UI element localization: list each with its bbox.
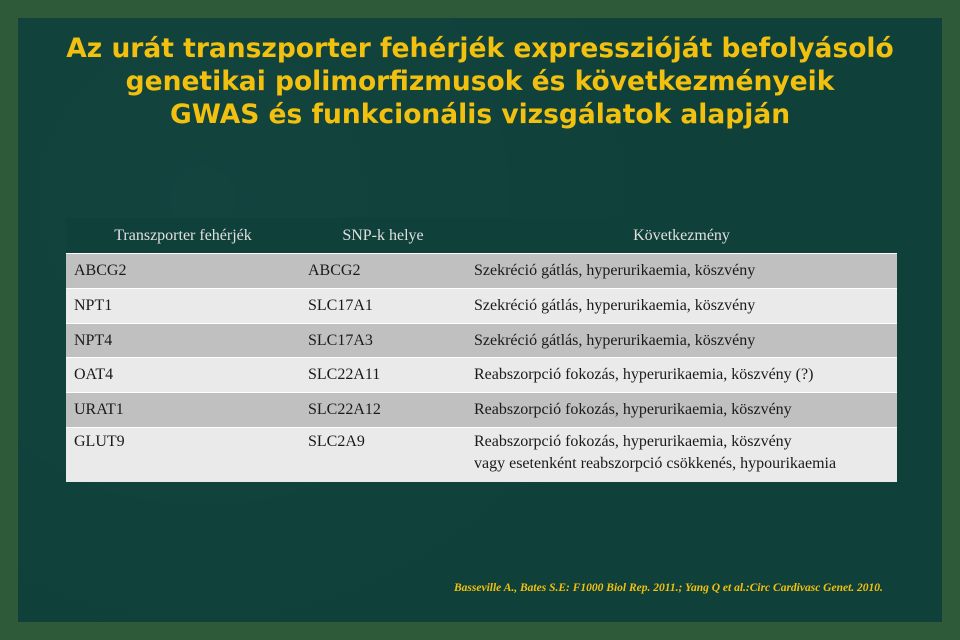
cell-snp: ABCG2 — [300, 254, 466, 289]
table-row — [66, 323, 897, 358]
cell-consequence-line-2: vagy esetenként reabszorpció csökkenés, hypourikaemia — [474, 455, 837, 473]
cell-snp: SLC22A12 — [300, 393, 466, 428]
cell-snp: SLC22A11 — [300, 358, 466, 393]
cell-consequence — [466, 428, 897, 482]
title-line-1: Az urát transzporter fehérjék expresszióját befolyásoló — [66, 33, 894, 64]
table-row — [66, 288, 897, 323]
cell-snp: SLC17A1 — [300, 288, 466, 323]
cell-transporter: OAT4 — [66, 358, 300, 393]
cell-transporter: URAT1 — [66, 393, 300, 428]
cell-consequence: Reabszorpció fokozás, hyperurikaemia, köszvény — [466, 393, 897, 428]
cell-transporter: ABCG2 — [66, 254, 300, 289]
cell-consequence-line-1: Reabszorpció fokozás, hyperurikaemia, köszvény — [474, 433, 792, 451]
slide-title — [22, 32, 938, 131]
cell-transporter: GLUT9 — [66, 428, 300, 482]
table-row — [66, 358, 897, 393]
transporter-table — [66, 218, 897, 482]
table-row — [66, 393, 897, 428]
title-line-2: genetikai polimorfizmusok és következményeik — [125, 66, 835, 97]
table-row — [66, 254, 897, 289]
cell-snp: SLC2A9 — [300, 428, 466, 482]
cell-snp: SLC17A3 — [300, 323, 466, 358]
table-row — [66, 428, 897, 482]
cell-consequence: Szekréció gátlás, hyperurikaemia, köszvény — [466, 254, 897, 289]
table-header-row — [66, 218, 897, 254]
reference-citation: Basseville A., Bates S.E: F1000 Biol Rep. 2011.; Yang Q et al.:Circ Cardivasc Genet. 2010. — [454, 582, 883, 594]
cell-transporter: NPT4 — [66, 323, 300, 358]
header-transporter: Transzporter fehérjék — [66, 218, 300, 254]
cell-consequence: Reabszorpció fokozás, hyperurikaemia, köszvény (?) — [466, 358, 897, 393]
header-consequence: Következmény — [466, 218, 897, 254]
title-line-3: GWAS és funkcionális vizsgálatok alapján — [169, 99, 791, 130]
cell-transporter: NPT1 — [66, 288, 300, 323]
header-snp-location: SNP-k helye — [300, 218, 466, 254]
cell-consequence: Szekréció gátlás, hyperurikaemia, köszvény — [466, 288, 897, 323]
cell-consequence: Szekréció gátlás, hyperurikaemia, köszvény — [466, 323, 897, 358]
